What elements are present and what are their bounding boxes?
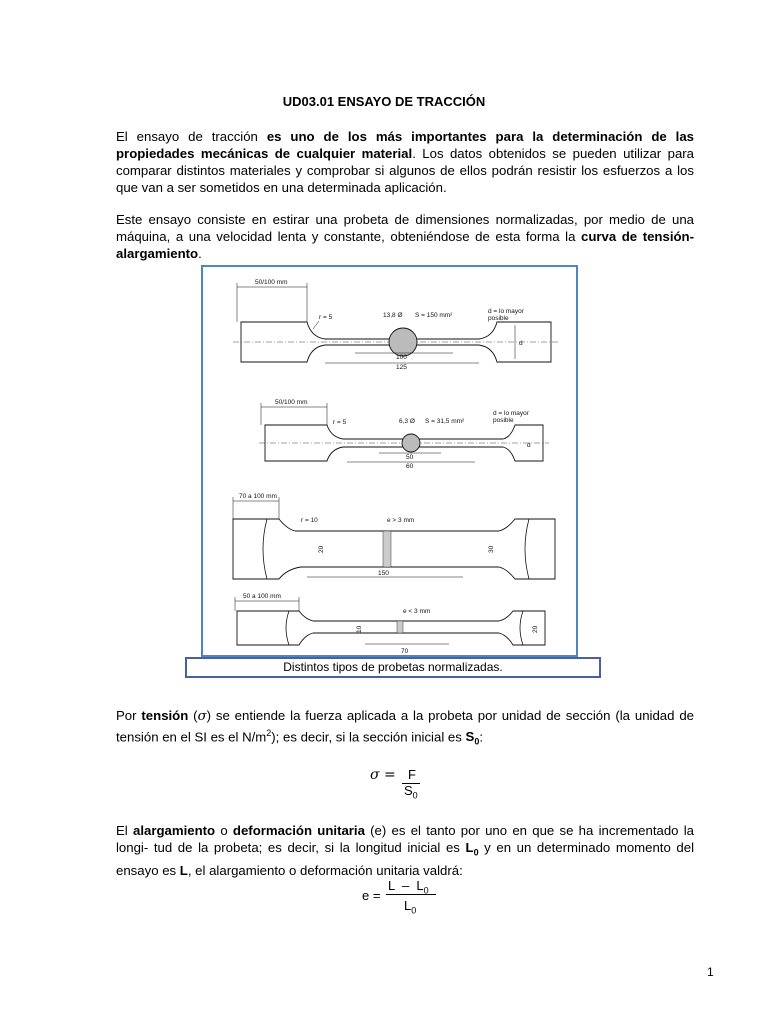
dim-label: 10 xyxy=(356,625,363,633)
page-number: 1 xyxy=(707,965,714,979)
specimen-flat-3 xyxy=(233,493,555,579)
subscript: 0 xyxy=(412,790,418,801)
equation-numerator: F xyxy=(408,767,416,782)
specimen-flat-4 xyxy=(235,593,545,655)
dim-label: S = 31,5 mm² xyxy=(425,418,465,425)
figure-frame xyxy=(201,265,578,657)
bold-run: deformación unitaria xyxy=(232,823,365,838)
specimens-drawing xyxy=(203,267,576,655)
text-run: El ensayo de tracción xyxy=(116,129,267,144)
dim-label: r = 5 xyxy=(319,314,333,321)
bold-run: alargamiento xyxy=(132,823,216,838)
paragraph-intro xyxy=(116,128,694,196)
dim-label: 20 xyxy=(318,545,325,553)
den-text: S xyxy=(404,783,413,798)
dim-label: e > 3 mm xyxy=(387,517,415,524)
dim-label: 6,3 Ø xyxy=(399,418,415,425)
text-run: El xyxy=(116,823,133,838)
dim-label: d xyxy=(527,442,531,449)
equation-denominator xyxy=(404,783,418,801)
text-run: , el alargamiento o deformación unitaria valdrá: xyxy=(187,862,463,878)
text-run: . xyxy=(198,246,202,261)
dim-label: 50 a 100 mm xyxy=(243,593,281,600)
dim-label: 60 xyxy=(406,463,414,470)
text-run: : xyxy=(479,729,483,745)
bold-run: L xyxy=(179,862,188,878)
dim-label: 13,8 Ø xyxy=(383,312,403,319)
text-run: (e) es el tanto por uno en que se ha incrementado la longi- tud de la probeta; es decir, si la longitud inicial es xyxy=(116,823,695,855)
subscript: 0 xyxy=(474,737,480,748)
text-run: o xyxy=(215,823,233,838)
dim-label: 100 xyxy=(396,354,407,361)
dim-label: e < 3 mm xyxy=(403,608,431,615)
text-run: y en un determinado momento del ensayo es xyxy=(116,840,695,878)
num-text: L – L xyxy=(388,878,424,893)
equation-denominator xyxy=(404,898,416,916)
dim-label: 70 xyxy=(401,648,409,655)
fraction-bar xyxy=(386,894,436,895)
bold-run: S xyxy=(465,729,475,745)
dim-label: d xyxy=(519,340,523,347)
dim-label: d = lo mayor xyxy=(493,410,529,417)
specimen-round-2 xyxy=(259,399,549,470)
text-run: ) se entiende la fuerza aplicada a la probeta por unidad de sección (la unidad de tensión en el SI es el N/m xyxy=(116,708,695,745)
paragraph-method xyxy=(116,211,694,262)
superscript: 2 xyxy=(266,728,272,738)
subscript: 0 xyxy=(411,905,417,916)
dim-label: 30 xyxy=(488,545,495,553)
dim-label: 50 xyxy=(406,454,414,461)
dim-label: d = lo mayor xyxy=(488,308,524,315)
text-run: . Los datos obtenidos se pueden utilizar para comparar distintos materiales y comprobar si algunos de ellos podrán resistir los esfuerzos a los que van a ser sometidos en una determinada aplicación. xyxy=(116,146,694,195)
text-run: ( xyxy=(188,708,198,723)
specimen-round-1 xyxy=(233,279,559,371)
subscript: 0 xyxy=(423,885,429,896)
dim-label: 70 a 100 mm xyxy=(239,493,277,500)
paragraph-tension xyxy=(116,707,694,751)
equation-numerator xyxy=(388,878,429,896)
dim-label: 50/100 mm xyxy=(275,399,308,406)
dim-label: 125 xyxy=(396,364,407,371)
subscript: 0 xyxy=(473,847,479,858)
bold-run: tensión xyxy=(141,708,189,723)
dim-label: 50/100 mm xyxy=(255,279,288,286)
page-title: UD03.01 ENSAYO DE TRACCIÓN xyxy=(282,94,486,109)
equation-lhs: e = xyxy=(362,888,381,903)
dim-label: posible xyxy=(488,315,509,322)
paragraph-elongation xyxy=(116,822,694,879)
dim-label: r = 5 xyxy=(333,419,347,426)
dim-label: r = 10 xyxy=(301,517,318,524)
sigma-symbol: σ xyxy=(197,709,207,724)
bold-run: es uno de los más importantes para la determinación de las propiedades mecánicas de cualquier material xyxy=(116,129,694,161)
text-run: Por xyxy=(116,708,142,723)
dim-label: posible xyxy=(493,417,514,424)
text-run: Este ensayo consiste en estirar una probeta de dimensiones normalizadas, por medio de una máquina, a una velocidad lenta y constante, obteniéndose de esta forma la xyxy=(116,212,694,244)
bold-run: curva de tensión-alargamiento xyxy=(116,229,694,261)
dim-label: 150 xyxy=(378,570,389,577)
equation-lhs: σ = xyxy=(370,767,396,783)
dim-label: S = 150 mm² xyxy=(415,312,453,319)
figure-caption: Distintos tipos de probetas normalizadas. xyxy=(185,657,601,678)
bold-run: L xyxy=(465,840,474,855)
den-text: L xyxy=(404,898,412,913)
dim-label: 20 xyxy=(532,625,539,633)
text-run: ); es decir, si la sección inicial es xyxy=(271,729,466,745)
